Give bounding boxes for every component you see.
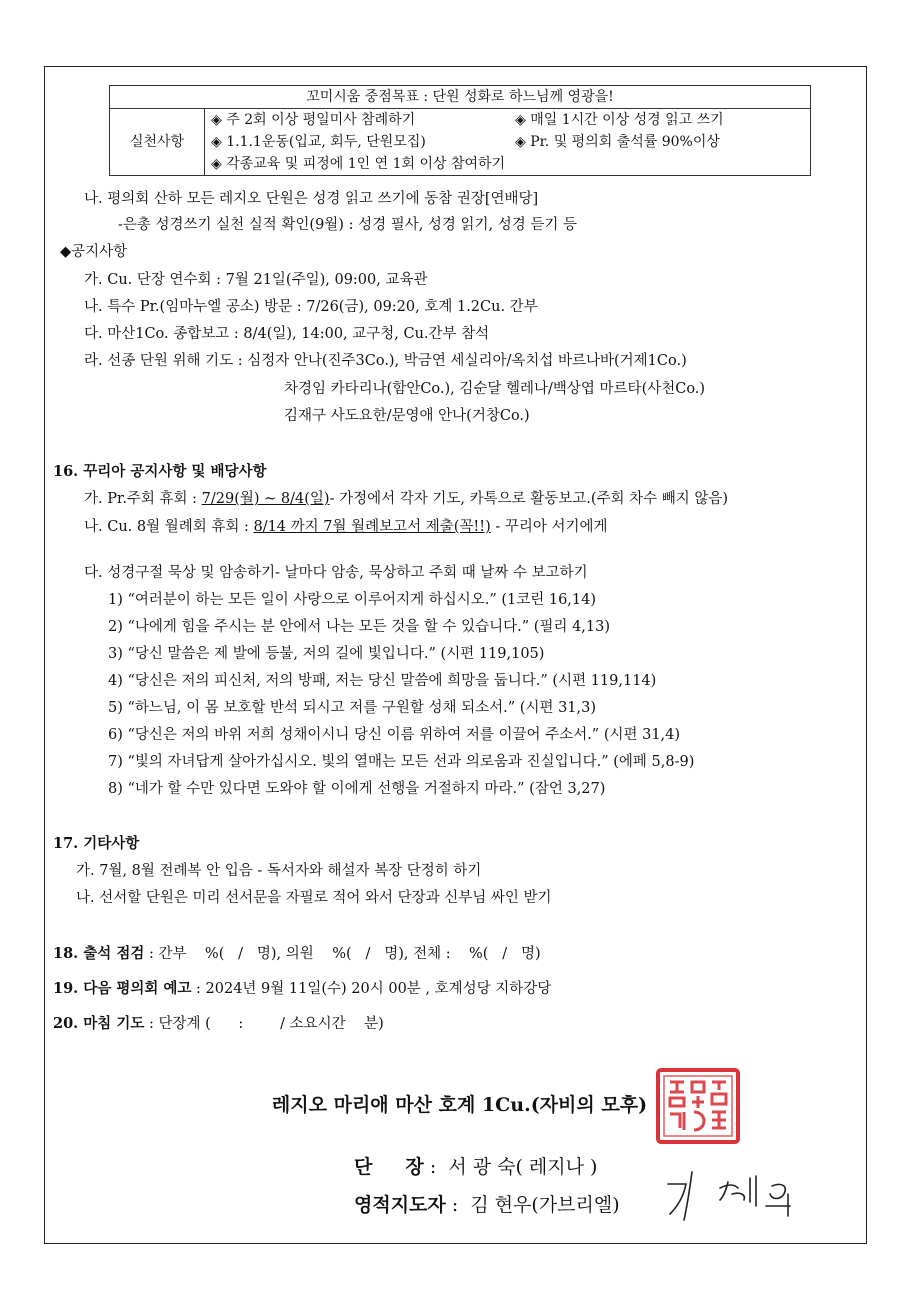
practice-item: ◈ 1.1.1운동(입교, 회두, 단원모집) bbox=[211, 134, 426, 150]
goal-title: 꼬미시움 중점목표 : 단원 성화로 하느님께 영광을! bbox=[110, 86, 811, 109]
director-separator: : bbox=[445, 1194, 471, 1216]
section-20 bbox=[53, 1014, 384, 1034]
section-19 bbox=[53, 979, 551, 999]
section-16-a-suffix: - 가정에서 각자 기도, 카톡으로 활동보고.(주회 차수 빼지 않음) bbox=[329, 491, 729, 507]
section-16-a-prefix: 가. Pr.주회 휴회 : bbox=[84, 491, 202, 507]
notice-continued: 김재구 사도요한/문영애 안나(거창Co.) bbox=[284, 408, 530, 424]
verse-item: 4) “당신은 저의 피신처, 저의 방패, 저는 당신 말씀에 희망을 둡니다.” (시편 119,114) bbox=[108, 673, 657, 689]
bible-reading-line: 나. 평의회 산하 모든 레지오 단원은 성경 읽고 쓰기에 동참 권장[연배당] bbox=[84, 191, 539, 207]
section-16-a-dates: 7/29(월) ~ 8/4(일) bbox=[201, 491, 330, 507]
section-16-title: 16. 꾸리아 공지사항 및 배당사항 bbox=[53, 463, 267, 480]
practice-item: ◈ 매일 1시간 이상 성경 읽고 쓰기 bbox=[515, 112, 724, 128]
goal-table bbox=[109, 85, 811, 176]
section-16-b-prefix: 나. Cu. 8월 월례회 휴회 : bbox=[84, 519, 254, 535]
verse-item: 1) “여러분이 하는 모든 일이 사랑으로 이루어지게 하십시오.” (1코린 16,14) bbox=[108, 592, 597, 608]
bible-reading-detail: -은총 성경쓰기 실천 실적 확인(9월) : 성경 필사, 성경 읽기, 성경 듣기 등 bbox=[118, 217, 578, 233]
section-16-c: 다. 성경구절 묵상 및 암송하기- 날마다 암송, 묵상하고 주회 때 날짜 수 보고하기 bbox=[84, 565, 588, 581]
director-name: 김 현우(가브리엘) bbox=[470, 1194, 620, 1216]
section-17-title: 17. 기타사항 bbox=[53, 835, 140, 852]
section-18-body: : 간부 %( / 명), 의원 %( / 명), 전체 : %( / 명) bbox=[144, 946, 541, 962]
section-16-b-suffix: - 꾸리아 서기에게 bbox=[490, 519, 608, 535]
verse-item: 3) “당신 말씀은 제 발에 등불, 저의 길에 빛입니다.” (시편 119,105) bbox=[108, 646, 545, 662]
leader-line bbox=[354, 1157, 597, 1177]
notice-item: 가. Cu. 단장 연수회 : 7월 21일(주일), 09:00, 교육관 bbox=[84, 272, 428, 288]
section-19-body: : 2024년 9월 11일(수) 20시 00분 , 호계성당 지하강당 bbox=[191, 981, 552, 997]
leader-label: 단 장 bbox=[354, 1156, 424, 1178]
practice-item: ◈ 주 2회 이상 평일미사 참례하기 bbox=[211, 112, 416, 128]
practice-label: 실천사항 bbox=[110, 109, 205, 176]
verse-item: 5) “하느님, 이 몸 보호할 반석 되시고 저를 구원할 성채 되소서.” (시편 31,3) bbox=[108, 700, 597, 716]
notice-item: 나. 특수 Pr.(임마누엘 공소) 방문 : 7/26(금), 09:20, 호계 1.2Cu. 간부 bbox=[84, 299, 538, 315]
practice-item: ◈ 각종교육 및 피정에 1인 연 1회 이상 참여하기 bbox=[211, 156, 506, 172]
director-line bbox=[354, 1195, 620, 1215]
notice-item: 라. 선종 단원 위해 기도 : 심정자 안나(진주3Co.), 박금연 세실리아/옥치섭 바르나바(거제1Co.) bbox=[84, 353, 687, 369]
verse-item: 7) “빛의 자녀답게 살아가십시오. 빛의 열매는 모든 선과 의로움과 진실입니다.” (에페 5,8-9) bbox=[108, 754, 695, 770]
practice-item: ◈ Pr. 및 평의회 출석률 90%이상 bbox=[515, 134, 720, 150]
verse-item: 6) “당신은 저의 바위 저희 성채이시니 당신 이름 위하여 저를 이끌어 주소서.” (시편 31,4) bbox=[108, 727, 681, 743]
notices-heading: ◆공지사항 bbox=[60, 244, 128, 260]
leader-name: 서 광 숙( 레지나 ) bbox=[448, 1156, 598, 1178]
organization-name: 레지오 마리애 마산 호계 1Cu.(자비의 모후) bbox=[271, 1094, 648, 1116]
section-16-b-deadline: 8/14 까지 7월 월례보고서 제출(꼭!!) bbox=[253, 519, 491, 535]
notice-continued: 차경임 카타리나(함안Co.), 김순달 헬레나/백상엽 마르타(사천Co.) bbox=[284, 381, 706, 397]
practice-items bbox=[205, 109, 811, 176]
director-label: 영적지도자 bbox=[354, 1194, 446, 1216]
verse-item: 2) “나에게 힘을 주시는 분 안에서 나는 모든 것을 할 수 있습니다.” (필리 4,13) bbox=[108, 619, 611, 635]
section-20-title: 20. 마침 기도 bbox=[53, 1015, 145, 1032]
verse-item: 8) “네가 할 수만 있다면 도와야 할 이에게 선행을 거절하지 마라.” (잠언 3,27) bbox=[108, 781, 606, 797]
notice-item: 다. 마산1Co. 종합보고 : 8/4(일), 14:00, 교구청, Cu.간부 참석 bbox=[84, 326, 490, 342]
section-16-b bbox=[84, 517, 608, 537]
section-19-title: 19. 다음 평의회 예고 bbox=[53, 980, 192, 997]
section-18 bbox=[53, 944, 541, 964]
section-16-a bbox=[84, 489, 728, 509]
section-18-title: 18. 출석 점검 bbox=[53, 945, 145, 962]
section-17-item: 나. 선서할 단원은 미리 선서문을 자필로 적어 와서 단장과 신부님 싸인 받기 bbox=[76, 890, 552, 906]
section-20-body: : 단장계 ( : / 소요시간 분) bbox=[144, 1016, 384, 1032]
section-17-item: 가. 7월, 8월 전례복 안 입음 - 독서자와 해설자 복장 단정히 하기 bbox=[76, 863, 482, 879]
leader-separator: : bbox=[423, 1156, 449, 1178]
handwritten-signature bbox=[662, 1164, 812, 1224]
